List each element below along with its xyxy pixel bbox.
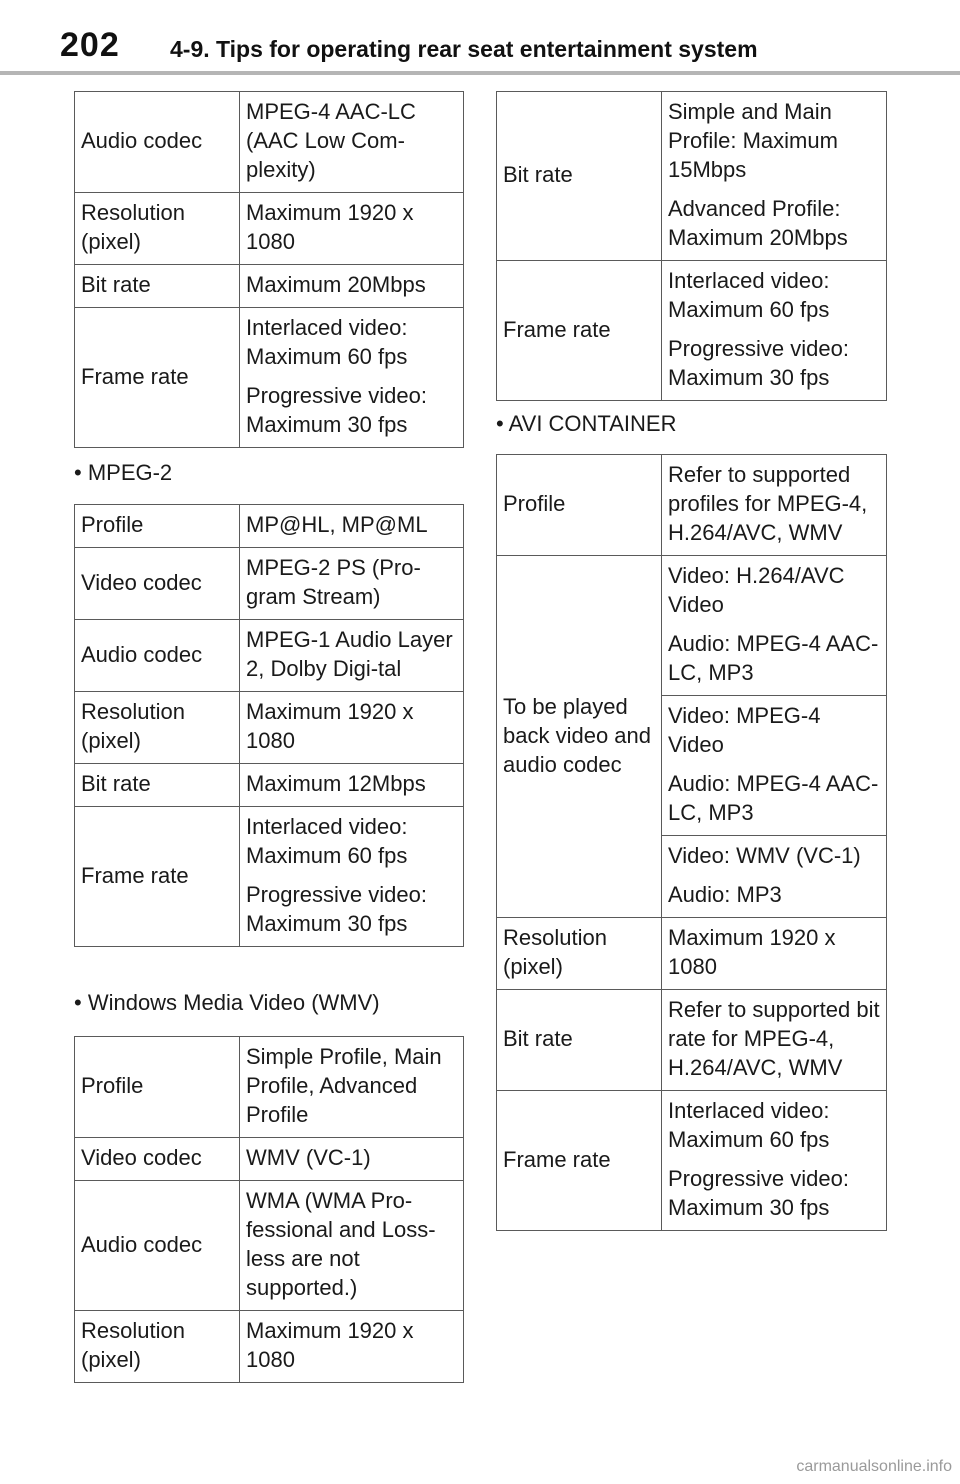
row-label: Video codec: [75, 1138, 240, 1181]
bullet-wmv: • Windows Media Video (WMV): [74, 990, 380, 1015]
value-line: Maximum 1920 x 1080: [246, 699, 414, 753]
row-value: [240, 764, 464, 807]
table-row: [75, 1311, 464, 1383]
table-row: [75, 620, 464, 692]
row-label: Bit rate: [75, 265, 240, 308]
bullet-avi: • AVI CONTAINER: [496, 411, 677, 436]
table-row: [75, 692, 464, 764]
row-label: Resolution (pixel): [75, 193, 240, 265]
row-label: Frame rate: [75, 308, 240, 448]
row-value: [240, 1311, 464, 1383]
value-line: Maximum 12Mbps: [246, 771, 426, 796]
table-row: [75, 308, 464, 448]
value-line: Progressive video: Maximum 30 fps: [246, 882, 427, 936]
table-row: [75, 505, 464, 548]
page-footer: [0, 1452, 960, 1484]
row-value: [240, 620, 464, 692]
table-row: [497, 990, 887, 1091]
table-row: [497, 918, 887, 990]
row-value: [240, 92, 464, 193]
row-label: Frame rate: [75, 807, 240, 947]
value-line: Maximum 1920 x 1080: [246, 200, 414, 254]
codec-video: Video: H.264/AVC Video: [668, 563, 845, 617]
row-value: Refer to supported profiles for MPEG-4, H.264/AVC, WMV: [662, 455, 887, 556]
row-value: [240, 1037, 464, 1138]
row-label: Frame rate: [497, 261, 662, 401]
value-line: MPEG-4 AAC-LC (AAC Low Com-plexity): [246, 99, 416, 182]
row-label: Resolution (pixel): [75, 1311, 240, 1383]
value-line: Progressive video: Maximum 30 fps: [246, 383, 427, 437]
row-label: Profile: [75, 505, 240, 548]
avi-spec-table: [496, 454, 887, 1231]
row-value: [662, 261, 887, 401]
codec-audio: Audio: MP3: [668, 882, 782, 907]
watermark-text: carmanualsonline.info: [796, 1458, 952, 1475]
row-value: Maximum 1920 x 1080: [662, 918, 887, 990]
row-value: [662, 556, 887, 696]
row-value: [240, 692, 464, 764]
value-line: Simple Profile, Main Profile, Advanced Profile: [246, 1044, 442, 1127]
row-value: Refer to supported bit rate for MPEG-4, H.264/AVC, WMV: [662, 990, 887, 1091]
table-row: [75, 1037, 464, 1138]
mpeg2-spec-table: [74, 504, 464, 947]
row-value: [240, 308, 464, 448]
table-row: [497, 556, 887, 696]
codec-audio: Audio: MPEG-4 AAC-LC, MP3: [668, 631, 879, 685]
value-line: Simple and Main Profile: Maximum 15Mbps: [668, 99, 838, 182]
row-label: Frame rate: [497, 1091, 662, 1231]
value-line: Interlaced video: Maximum 60 fps: [668, 268, 830, 322]
bullet-mpeg2: • MPEG-2: [74, 460, 173, 485]
row-label: Audio codec: [75, 1181, 240, 1311]
row-value: [240, 505, 464, 548]
row-value: [662, 92, 887, 261]
section-title: 4-9. Tips for operating rear seat entertainment system: [170, 36, 758, 62]
row-label: Resolution (pixel): [497, 918, 662, 990]
value-line: Interlaced video: Maximum 60 fps: [246, 814, 408, 868]
codec-video: Video: WMV (VC-1): [668, 843, 861, 868]
row-label: Resolution (pixel): [75, 692, 240, 764]
value-line: Interlaced video: Maximum 60 fps: [246, 315, 408, 369]
table-row: [75, 92, 464, 193]
codec-video: Video: MPEG-4 Video: [668, 703, 821, 757]
table-row: [75, 764, 464, 807]
table-row: [75, 807, 464, 947]
wmv-spec-table: [74, 1036, 464, 1383]
table-row: [75, 1181, 464, 1311]
row-value: [240, 193, 464, 265]
table-row: [497, 92, 887, 261]
value-line: MP@HL, MP@ML: [246, 512, 428, 537]
row-value: [662, 1091, 887, 1231]
row-label: Profile: [497, 455, 662, 556]
row-value: [662, 836, 887, 918]
table-row: [75, 548, 464, 620]
value-line: Maximum 20Mbps: [246, 272, 426, 297]
row-value: [240, 548, 464, 620]
table-row: [75, 193, 464, 265]
row-value: [240, 1181, 464, 1311]
row-label: Bit rate: [75, 764, 240, 807]
row-label: Bit rate: [497, 92, 662, 261]
row-label: To be played back video and audio codec: [497, 556, 662, 918]
row-label: Bit rate: [497, 990, 662, 1091]
page-number: 202: [60, 26, 120, 64]
row-value: [240, 807, 464, 947]
codec-audio: Audio: MPEG-4 AAC-LC, MP3: [668, 771, 879, 825]
value-line: WMV (VC-1): [246, 1145, 371, 1170]
right-spec-table-1: [496, 91, 887, 401]
row-label: Profile: [75, 1037, 240, 1138]
row-value: [662, 696, 887, 836]
row-value: [240, 1138, 464, 1181]
table-row: [75, 265, 464, 308]
value-line: Maximum 1920 x 1080: [246, 1318, 414, 1372]
table-row: [75, 1138, 464, 1181]
value-line: Progressive video: Maximum 30 fps: [668, 1166, 849, 1220]
value-line: MPEG-2 PS (Pro-gram Stream): [246, 555, 421, 609]
table-row: [497, 1091, 887, 1231]
table-row: [497, 455, 887, 556]
row-label: Audio codec: [75, 620, 240, 692]
row-value: [240, 265, 464, 308]
left-spec-table-1: [74, 91, 464, 448]
value-line: Progressive video: Maximum 30 fps: [668, 336, 849, 390]
row-label: Audio codec: [75, 92, 240, 193]
header-divider: [0, 71, 960, 75]
value-line: MPEG-1 Audio Layer 2, Dolby Digi-tal: [246, 627, 453, 681]
page-header: [0, 0, 960, 80]
row-label: Video codec: [75, 548, 240, 620]
value-line: Interlaced video: Maximum 60 fps: [668, 1098, 830, 1152]
table-row: [497, 261, 887, 401]
value-line: WMA (WMA Pro-fessional and Loss-less are not supported.): [246, 1188, 436, 1300]
value-line: Advanced Profile: Maximum 20Mbps: [668, 196, 848, 250]
